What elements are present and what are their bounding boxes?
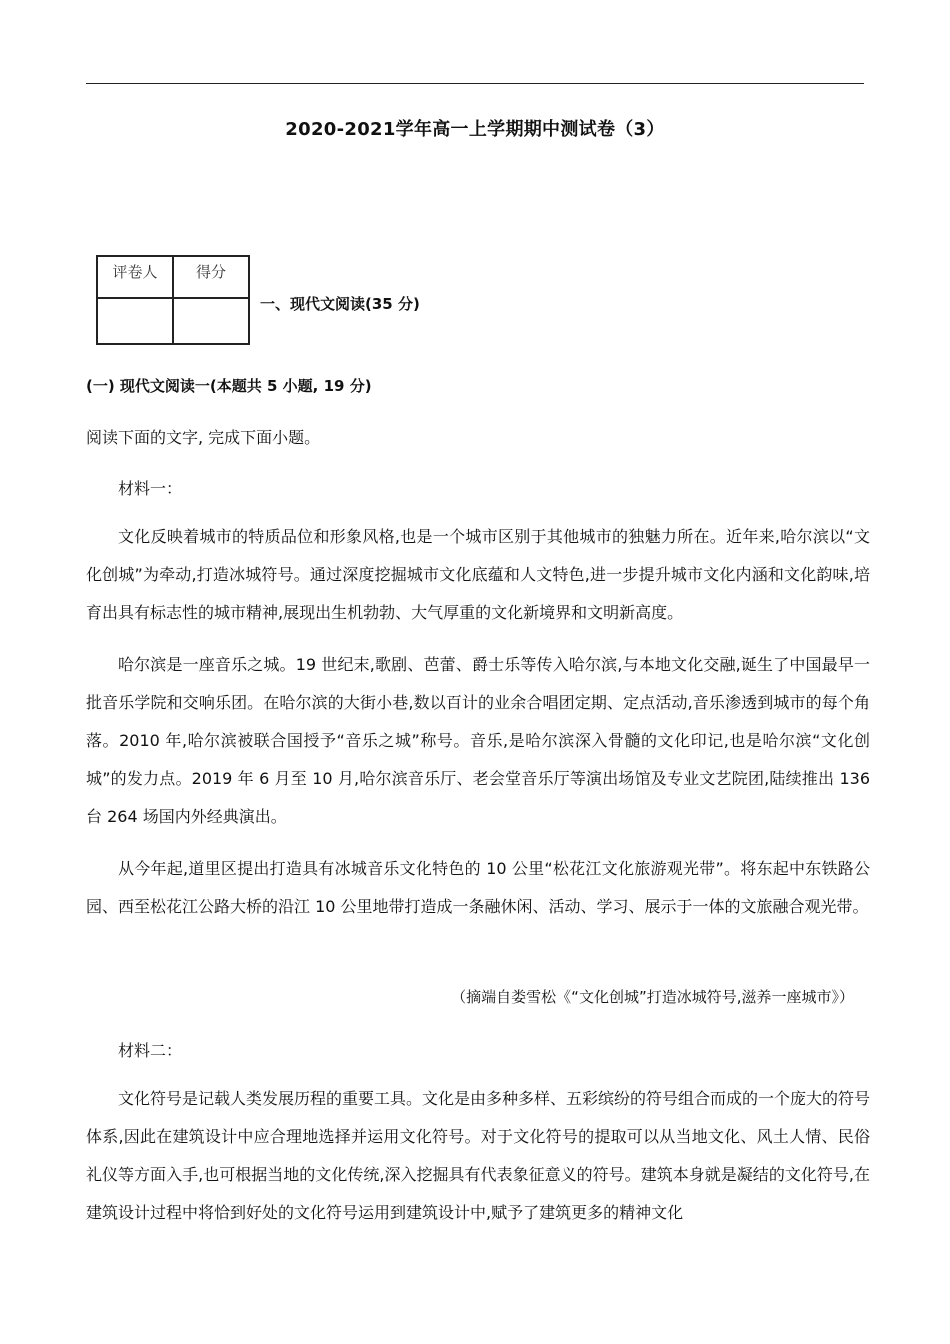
score-table-score-header: 得分 bbox=[173, 256, 249, 298]
reading-instruction: 阅读下面的文字, 完成下面小题。 bbox=[86, 428, 321, 447]
material2-label: 材料二： bbox=[118, 1041, 183, 1060]
section-heading: 一、现代文阅读(35 分) bbox=[260, 295, 420, 313]
exam-title: 2020-2021学年高一上学期期中测试卷（3） bbox=[285, 119, 665, 140]
source-citation: （摘端自娄雪松《“文化创城”打造冰城符号,滋养一座城市》） bbox=[451, 988, 854, 1006]
subsection-heading: (一) 现代文阅读一(本题共 5 小题, 19 分) bbox=[86, 377, 372, 395]
score-table-grader-cell bbox=[97, 298, 173, 344]
header-rule bbox=[86, 83, 864, 84]
material1-label: 材料一： bbox=[118, 479, 183, 498]
score-table bbox=[96, 255, 250, 345]
score-table-grader-header: 评卷人 bbox=[97, 256, 173, 298]
material1-paragraph-3: 从今年起,道里区提出打造具有冰城音乐文化特色的 10 公里“松花江文化旅游观光带”。将东起中东铁路公园、西至松花江公路大桥的沿江 10 公里地带打造成一条融休闲、活动、学习、展示于一体的文旅融合观光带。 bbox=[86, 859, 870, 916]
material2-paragraph-1: 文化符号是记载人类发展历程的重要工具。文化是由多种多样、五彩缤纷的符号组合而成的一个庞大的符号体系,因此在建筑设计中应合理地选择并运用文化符号。对于文化符号的提取可以从当地文化、风土人情、民俗礼仪等方面入手,也可根据当地的文化传统,深入挖掘具有代表象征意义的符号。建筑本身就是凝结的文化符号,在建筑设计过程中将恰到好处的文化符号运用到建筑设计中,赋予了建筑更多的精神文化 bbox=[86, 1089, 871, 1222]
score-table-score-cell bbox=[173, 298, 249, 344]
material1-paragraph-1: 文化反映着城市的特质品位和形象风格,也是一个城市区别于其他城市的独魅力所在。近年来,哈尔滨以“文化创城”为牵动,打造冰城符号。通过深度挖掘城市文化底蕴和人文特色,进一步提升城市文化内涵和文化韵味,培育出具有标志性的城市精神,展现出生机勃勃、大气厚重的文化新境界和文明新高度。 bbox=[86, 527, 870, 622]
material1-paragraph-2: 哈尔滨是一座音乐之城。19 世纪末,歌剧、芭蕾、爵士乐等传入哈尔滨,与本地文化交融,诞生了中国最早一批音乐学院和交响乐团。在哈尔滨的大街小巷,数以百计的业余合唱团定期、定点活动,音乐渗透到城市的每个角落。2010 年,哈尔滨被联合国授予“音乐之城”称号。音乐,是哈尔滨深入骨髓的文化印记,也是哈尔滨“文化创城”的发力点。2019 年 6 月至 10 月,哈尔滨音乐厅、老会堂音乐厅等演出场馆及专业文艺院团,陆续推出 136 台 264 场国内外经典演出。 bbox=[86, 655, 870, 826]
